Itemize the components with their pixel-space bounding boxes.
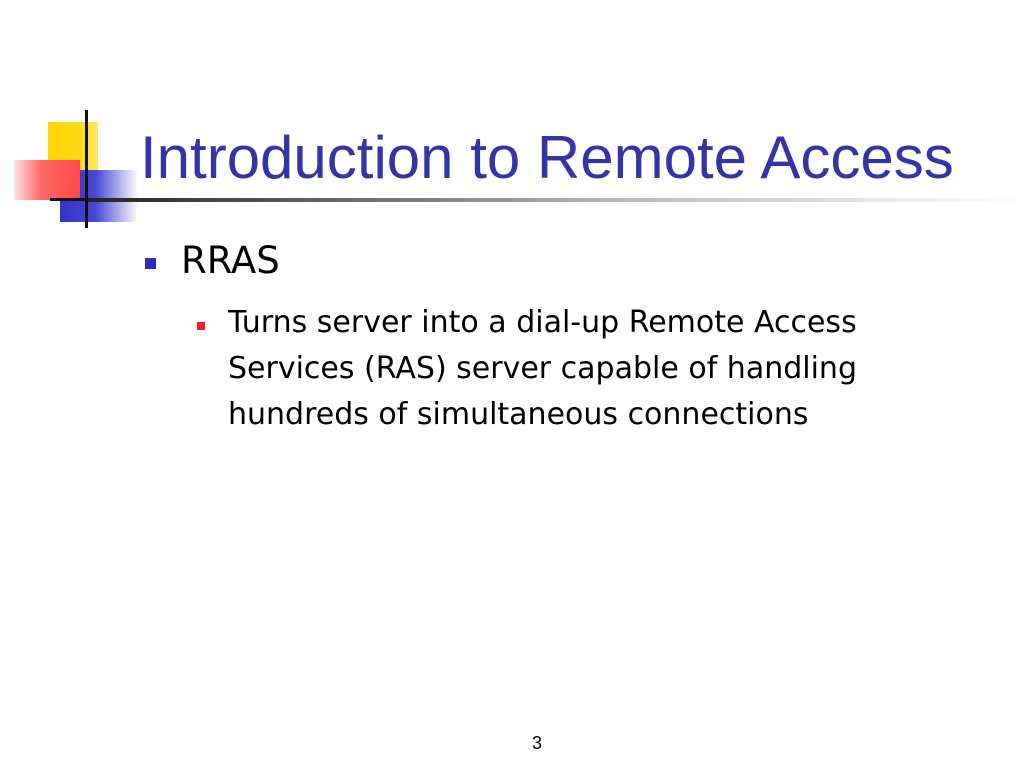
sub-bullet-line: Turns server into a dial-up Remote Access: [228, 305, 857, 340]
logo-vertical-line: [85, 110, 88, 228]
level1-bullet-icon: [145, 258, 156, 269]
sub-bullet-line: Services (RAS) server capable of handling: [228, 351, 857, 386]
slide-title: Introduction to Remote Access: [140, 124, 954, 191]
sub-bullet-line: hundreds of simultaneous connections: [228, 397, 809, 432]
logo-red-square: [14, 160, 80, 200]
page-number: 3: [531, 733, 542, 753]
sub-bullet-text: [228, 300, 988, 438]
bullet-text: RRAS: [181, 239, 280, 282]
level2-bullet-icon: [197, 322, 205, 330]
title-underline: [88, 198, 1024, 202]
